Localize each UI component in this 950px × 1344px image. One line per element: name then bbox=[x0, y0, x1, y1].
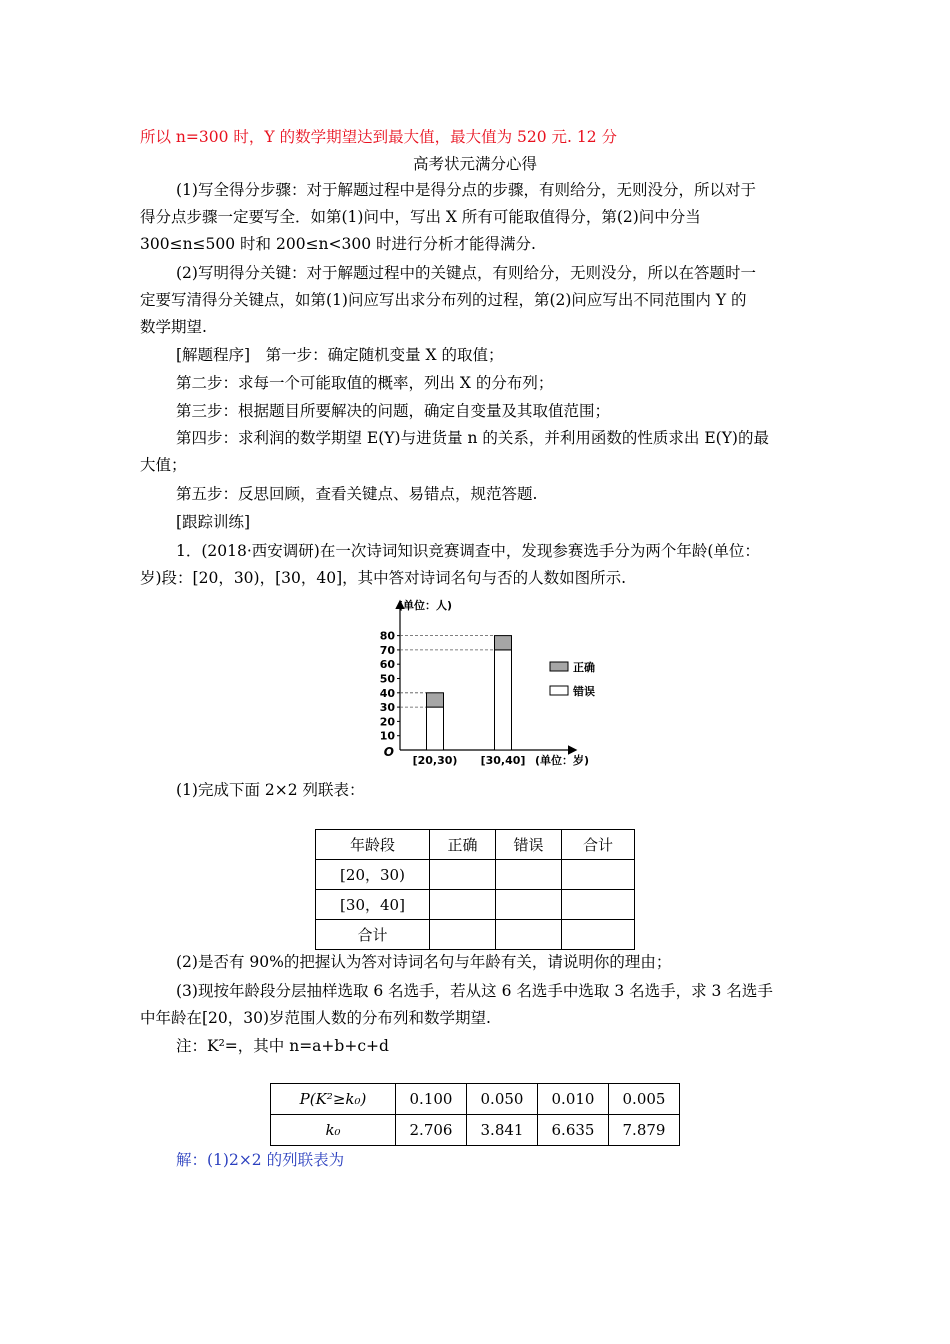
y-tick-label: 50 bbox=[379, 672, 395, 686]
bar-wrong bbox=[495, 650, 512, 750]
table-header-cell: 合计 bbox=[562, 830, 635, 860]
conclusion-line: 所以 n=300 时，Y 的数学期望达到最大值，最大值为 520 元. 12 分 bbox=[140, 128, 618, 146]
bar-chart bbox=[360, 594, 620, 774]
table-cell bbox=[496, 890, 562, 920]
table-cell bbox=[562, 890, 635, 920]
section-heading: 高考状元满分心得 bbox=[412, 155, 537, 173]
x-tick-label: [30,40] bbox=[480, 754, 526, 767]
bar-correct bbox=[427, 693, 444, 707]
paragraph-1-line-1: (1)写全得分步骤：对于解题过程中是得分点的步骤，有则给分，无则没分，所以对于 bbox=[176, 181, 756, 199]
legend-label-correct: 正确 bbox=[573, 661, 595, 674]
table-cell: 0.010 bbox=[538, 1084, 609, 1115]
y-tick-label: 20 bbox=[379, 715, 395, 729]
legend-label-wrong: 错误 bbox=[573, 685, 595, 698]
table-cell: 7.879 bbox=[609, 1115, 680, 1146]
table-cell bbox=[496, 920, 562, 950]
legend-swatch-wrong bbox=[550, 686, 568, 695]
bar-correct bbox=[495, 636, 512, 650]
table-cell: [30，40] bbox=[316, 890, 430, 920]
paragraph-2-line-3: 数学期望. bbox=[140, 318, 207, 336]
table-cell bbox=[562, 920, 635, 950]
table-cell: 合计 bbox=[316, 920, 430, 950]
table-cell: 6.635 bbox=[538, 1115, 609, 1146]
formula-note: 注：K²=，其中 n=a+b+c+d bbox=[176, 1037, 389, 1055]
solution-line: 解：(1)2×2 的列联表为 bbox=[176, 1151, 345, 1169]
table-header-cell: 错误 bbox=[496, 830, 562, 860]
table-cell: 2.706 bbox=[396, 1115, 467, 1146]
table-cell bbox=[562, 860, 635, 890]
paragraph-2-line-1: (2)写明得分关键：对于解题过程中的关键点，有则给分，无则没分，所以在答题时一 bbox=[176, 264, 756, 282]
step-2: 第二步：求每一个可能取值的概率，列出 X 的分布列； bbox=[176, 374, 554, 392]
sub-question-1: (1)完成下面 2×2 列联表： bbox=[176, 781, 365, 799]
table-cell: P(K²≥k₀) bbox=[271, 1084, 396, 1115]
x-axis-label: (单位：岁) bbox=[535, 754, 590, 767]
step-4-line-1: 第四步：求利润的数学期望 E(Y)与进货量 n 的关系，并利用函数的性质求出 E(Y)的最 bbox=[176, 429, 769, 447]
y-tick-label: 40 bbox=[379, 686, 395, 700]
critical-value-table bbox=[270, 1083, 680, 1146]
step-1: [解题程序] 第一步：确定随机变量 X 的取值； bbox=[176, 346, 504, 364]
y-tick-label: 60 bbox=[379, 658, 395, 672]
paragraph-2-line-2: 定要写清得分关键点，如第(1)问应写出求分布列的过程，第(2)问应写出不同范围内 Y 的 bbox=[140, 291, 747, 309]
y-tick-label: 10 bbox=[379, 729, 395, 743]
sub-question-3-line-1: (3)现按年龄段分层抽样选取 6 名选手，若从这 6 名选手中选取 3 名选手，求 3 名选手 bbox=[176, 982, 773, 1000]
bar-wrong bbox=[427, 707, 444, 750]
y-tick-label: 70 bbox=[379, 643, 395, 657]
tracking-heading: [跟踪训练] bbox=[176, 513, 251, 531]
question-1-line-2: 岁)段：[20，30)，[30，40]，其中答对诗词名句与否的人数如图所示. bbox=[140, 569, 627, 587]
y-tick-label: 30 bbox=[379, 701, 395, 715]
table-cell: k₀ bbox=[271, 1115, 396, 1146]
table-cell: 3.841 bbox=[467, 1115, 538, 1146]
legend-swatch-correct bbox=[550, 662, 568, 671]
table-cell: 0.050 bbox=[467, 1084, 538, 1115]
sub-question-2: (2)是否有 90%的把握认为答对诗词名句与年龄有关，请说明你的理由； bbox=[176, 953, 672, 971]
question-1-line-1: 1．(2018·西安调研)在一次诗词知识竞赛调查中，发现参赛选手分为两个年龄(单位： bbox=[176, 542, 760, 560]
table-cell: 0.005 bbox=[609, 1084, 680, 1115]
y-tick-label: 80 bbox=[379, 629, 395, 643]
paragraph-1-line-2: 得分点步骤一定要写全．如第(1)问中，写出 X 所有可能取值得分，第(2)问中分当 bbox=[140, 208, 701, 226]
table-cell bbox=[430, 860, 496, 890]
sub-question-3-line-2: 中年龄在[20，30)岁范围人数的分布列和数学期望. bbox=[140, 1009, 491, 1027]
table-cell bbox=[496, 860, 562, 890]
table-cell bbox=[430, 890, 496, 920]
table-header-cell: 年龄段 bbox=[316, 830, 430, 860]
step-3: 第三步：根据题目所要解决的问题，确定自变量及其取值范围； bbox=[176, 402, 611, 420]
step-5: 第五步：反思回顾，查看关键点、易错点，规范答题. bbox=[176, 485, 538, 503]
step-4-line-2: 大值； bbox=[140, 456, 187, 474]
origin-label: O bbox=[383, 745, 394, 759]
table-cell: [20，30) bbox=[316, 860, 430, 890]
y-axis-label: (单位：人) bbox=[398, 599, 453, 612]
x-tick-label: [20,30) bbox=[412, 754, 458, 767]
contingency-table bbox=[315, 829, 635, 950]
table-header-cell: 正确 bbox=[430, 830, 496, 860]
table-cell bbox=[430, 920, 496, 950]
paragraph-1-line-3: 300≤n≤500 时和 200≤n<300 时进行分析才能得满分. bbox=[140, 235, 536, 253]
table-cell: 0.100 bbox=[396, 1084, 467, 1115]
